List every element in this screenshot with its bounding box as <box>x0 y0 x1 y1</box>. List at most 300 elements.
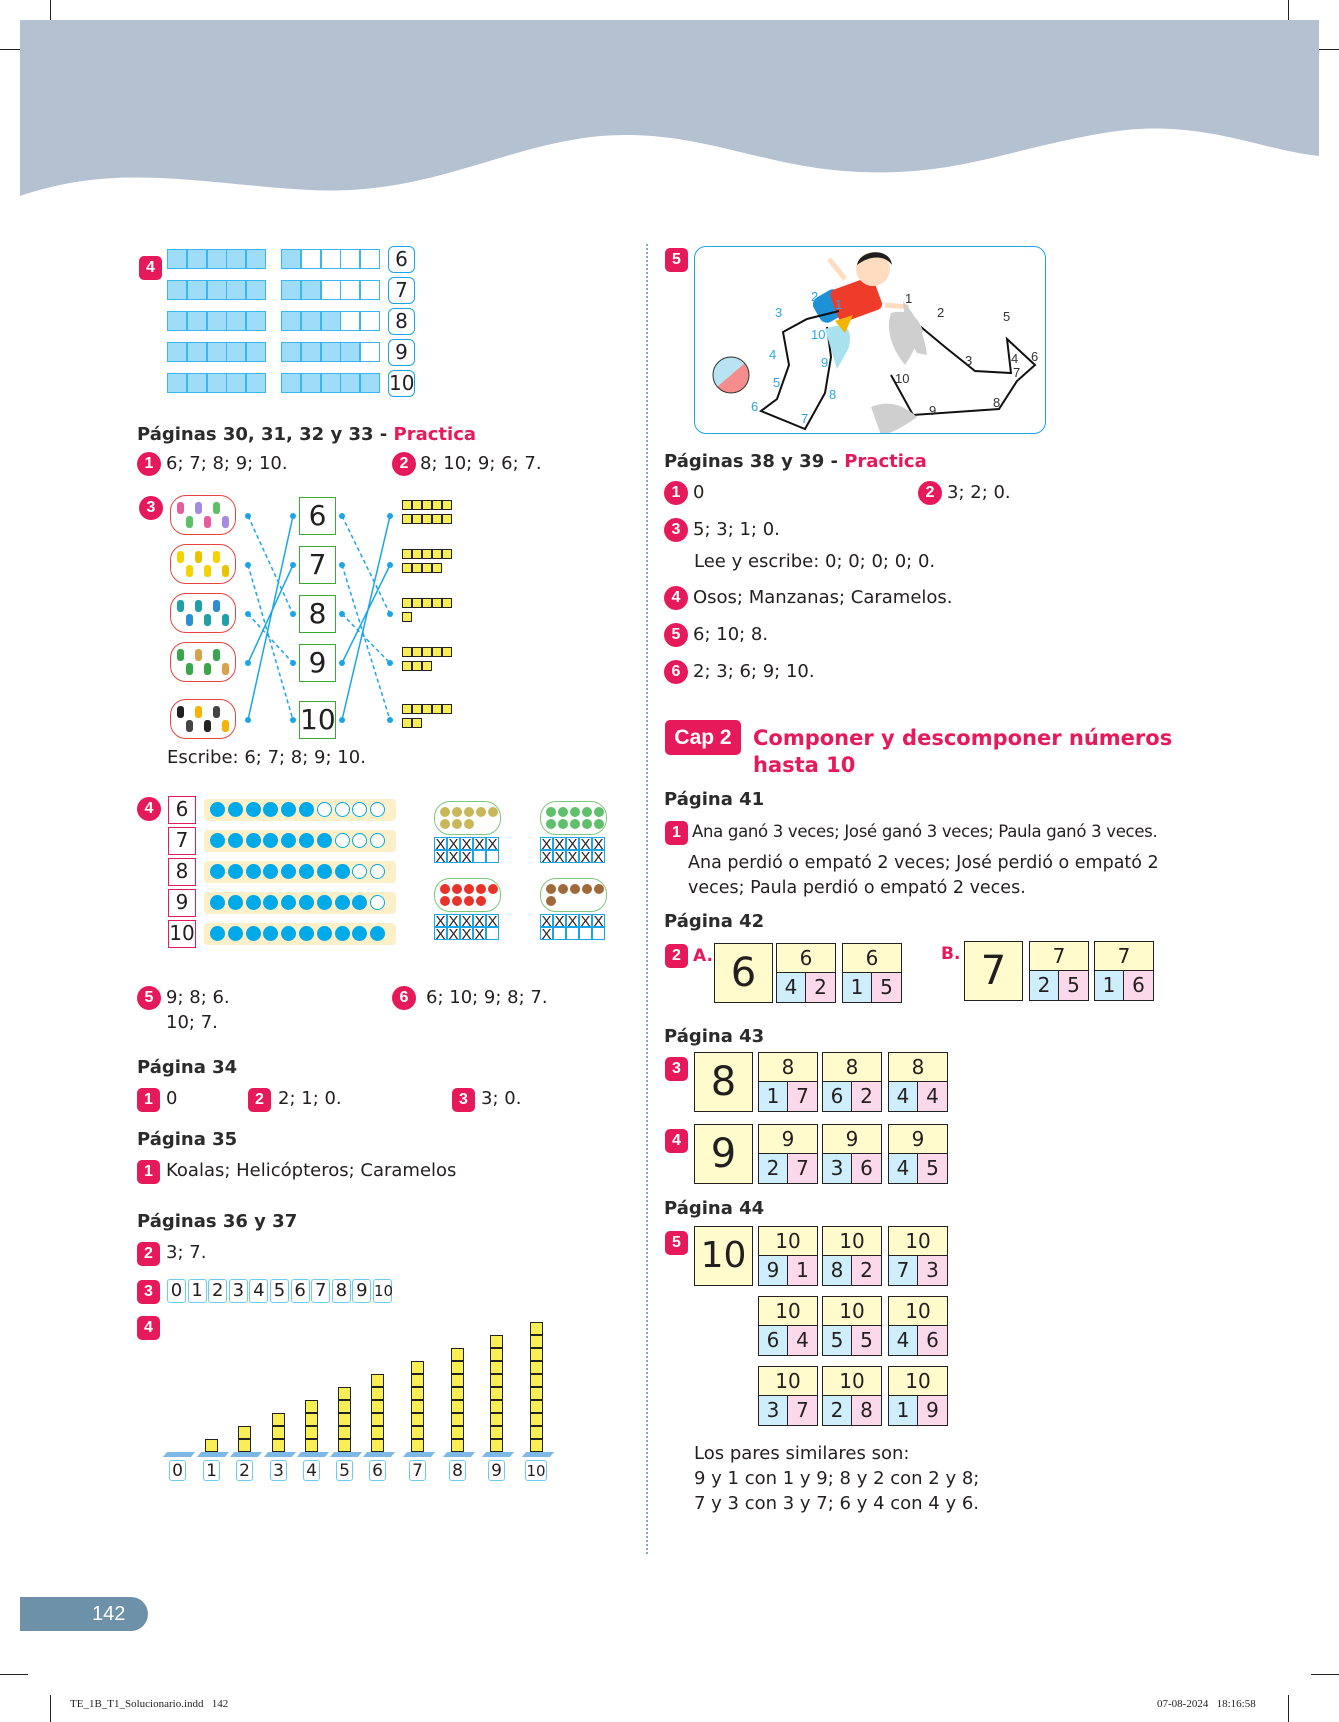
counter-dot <box>228 833 243 848</box>
tower-cube <box>305 1400 318 1413</box>
tower-cube <box>490 1361 503 1374</box>
counter-dot <box>246 833 261 848</box>
number-box: 8 <box>388 308 415 335</box>
tower-cube <box>490 1400 503 1413</box>
picture-item-icon <box>204 663 211 675</box>
bond-part: 4 <box>889 1154 918 1183</box>
item-badge: 1 <box>664 481 688 505</box>
match-dot <box>339 660 345 666</box>
counter-dot <box>335 926 350 941</box>
match-dot <box>245 562 251 568</box>
axis-label: 0 <box>169 1460 186 1481</box>
tally-cell: X <box>474 836 485 853</box>
number-bond-card <box>888 1052 948 1112</box>
picture-item-icon <box>452 884 462 894</box>
block-cube <box>432 563 442 573</box>
tower-cube <box>490 1335 503 1348</box>
number-box: 0 <box>167 1279 186 1303</box>
matching-line <box>342 516 390 720</box>
answer-text: 3; 7. <box>166 1242 207 1263</box>
bond-part: 7 <box>788 1396 817 1425</box>
number-bond-card <box>776 943 836 1003</box>
picture-item-icon <box>594 807 604 817</box>
number-bond-card <box>822 1052 882 1112</box>
number-bond-card <box>1094 941 1154 1001</box>
tally-cell: X <box>487 836 498 853</box>
answer-text: 3; 2; 0. <box>947 482 1011 503</box>
number-bond-card <box>842 943 902 1003</box>
bond-part: 6 <box>852 1154 881 1183</box>
dot-number: 3 <box>965 353 973 368</box>
item-badge: 2 <box>665 944 688 968</box>
dot-number: 8 <box>829 387 837 402</box>
tower-cube <box>530 1413 543 1426</box>
dot-number: 10 <box>895 371 910 386</box>
block-cube <box>412 563 422 573</box>
tower-cube <box>272 1426 285 1439</box>
tower-base <box>363 1452 395 1457</box>
matching-line <box>342 565 390 663</box>
answer-text: 3; 0. <box>481 1088 522 1109</box>
match-dot <box>387 717 393 723</box>
number-box: 7 <box>388 277 415 304</box>
tower-cube <box>490 1374 503 1387</box>
tally-cell: X <box>487 913 498 930</box>
tally-cell: X <box>461 913 472 930</box>
bond-total: 6 <box>843 944 901 973</box>
item-badge: 6 <box>664 660 688 684</box>
whole-number-box: 6 <box>714 943 773 1003</box>
block-cube <box>402 718 412 728</box>
item-badge: 4 <box>137 1316 160 1340</box>
number-bond-card <box>758 1052 818 1112</box>
tally-cell <box>592 927 605 940</box>
chapter-title: Componer y descomponer números <box>753 726 1173 750</box>
picture-item-icon <box>452 807 462 817</box>
tally-cell: X <box>541 926 552 943</box>
bond-total: 9 <box>889 1125 947 1154</box>
picture-item-icon <box>222 663 229 675</box>
picture-item-icon <box>195 600 202 612</box>
tally-cell: X <box>541 836 552 853</box>
dot-number: 2 <box>811 289 819 304</box>
footer-file-name: TE_1B_T1_Solucionario.indd 142 <box>70 1698 229 1710</box>
match-dot <box>290 513 296 519</box>
axis-label: 1 <box>203 1460 220 1481</box>
axis-label: 4 <box>303 1460 320 1481</box>
tower-cube <box>238 1439 251 1452</box>
tally-cell: X <box>435 836 446 853</box>
counter-dot <box>317 864 332 879</box>
section-heading: Página 42 <box>664 911 765 932</box>
number-box: 9 <box>299 644 336 682</box>
counter-dot <box>335 833 350 848</box>
tower-cube <box>451 1387 464 1400</box>
picture-item-icon <box>213 551 220 563</box>
block-cube <box>432 500 442 510</box>
picture-item-icon <box>570 884 580 894</box>
tower-cube <box>305 1426 318 1439</box>
item-badge: 3 <box>664 518 688 542</box>
item-badge: 3 <box>665 1057 688 1081</box>
match-dot <box>290 717 296 723</box>
tower-cube <box>411 1439 424 1452</box>
counter-dot <box>228 864 243 879</box>
answer-text: 10; 7. <box>166 1012 218 1033</box>
dot-number: 1 <box>835 297 843 312</box>
picture-item-icon <box>488 884 498 894</box>
match-dot <box>245 660 251 666</box>
bond-part: 2 <box>852 1082 881 1111</box>
bond-part: 1 <box>889 1396 918 1425</box>
bond-total: 10 <box>759 1297 817 1326</box>
block-cube <box>432 647 442 657</box>
block-cube <box>412 514 422 524</box>
counter-dot <box>317 926 332 941</box>
tally-cell: X <box>448 836 459 853</box>
bond-part: 5 <box>918 1154 947 1183</box>
block-cube <box>412 661 422 671</box>
axis-label: 8 <box>449 1460 466 1481</box>
item-badge: 5 <box>664 623 688 647</box>
number-box: 10 <box>299 701 336 739</box>
picture-group <box>540 878 607 912</box>
dot-number: 4 <box>769 347 777 362</box>
bond-part: 5 <box>1059 971 1088 1000</box>
bond-part: 2 <box>806 973 835 1002</box>
number-box: 9 <box>388 339 415 366</box>
tower-base <box>482 1452 514 1457</box>
picture-group <box>170 642 236 682</box>
answer-text: Escribe: 6; 7; 8; 9; 10. <box>167 747 366 768</box>
bond-total: 10 <box>889 1297 947 1326</box>
dot-number: 6 <box>751 399 759 414</box>
block-cube <box>402 549 412 559</box>
tally-cell: X <box>554 913 565 930</box>
item-badge: 1 <box>137 452 161 476</box>
heading-tag: Practica <box>844 451 927 472</box>
section-heading: Página 43 <box>664 1026 765 1047</box>
block-cube <box>412 704 422 714</box>
tower-cube <box>371 1374 384 1387</box>
bond-part: 9 <box>759 1256 788 1285</box>
tower-base <box>403 1452 435 1457</box>
block-cube <box>402 647 412 657</box>
picture-item-icon <box>177 551 184 563</box>
counter-dot <box>299 833 314 848</box>
answer-text: Koalas; Helicópteros; Caramelos <box>166 1160 457 1181</box>
block-cube <box>422 500 432 510</box>
bond-part: 6 <box>759 1326 788 1355</box>
axis-label: 7 <box>409 1460 426 1481</box>
item-badge: 1 <box>137 1160 160 1184</box>
dot-number: 8 <box>993 395 1001 410</box>
counter-dot <box>210 833 225 848</box>
tower-cube <box>490 1348 503 1361</box>
block-cube <box>442 598 452 608</box>
tower-cube <box>490 1413 503 1426</box>
section-heading: Página 35 <box>137 1129 238 1150</box>
tower-cube <box>490 1387 503 1400</box>
axis-label: 3 <box>270 1460 287 1481</box>
item-badge: 3 <box>452 1088 475 1112</box>
number-box: 1 <box>188 1279 207 1303</box>
bond-part: 6 <box>918 1326 947 1355</box>
block-cube <box>412 647 422 657</box>
bond-part: 7 <box>788 1082 817 1111</box>
match-dot <box>387 562 393 568</box>
picture-item-icon <box>195 649 202 661</box>
tower-base <box>522 1452 554 1457</box>
picture-item-icon <box>558 884 568 894</box>
counter-dot <box>317 833 332 848</box>
number-bond-card <box>888 1226 948 1286</box>
section-heading: Páginas 36 y 37 <box>137 1211 298 1232</box>
item-badge: 4 <box>137 797 161 821</box>
tally-cell: X <box>567 913 578 930</box>
picture-item-icon <box>177 502 184 514</box>
dot-to-dot-drawing <box>695 247 1046 434</box>
tower-cube <box>338 1439 351 1452</box>
item-badge: 1 <box>665 821 688 845</box>
block-cube <box>412 549 422 559</box>
bond-part: 1 <box>843 973 872 1002</box>
bond-total: 8 <box>759 1053 817 1082</box>
number-box: 3 <box>229 1279 248 1303</box>
match-dot <box>339 611 345 617</box>
block-cube <box>402 661 412 671</box>
picture-item-icon <box>594 884 604 894</box>
tally-cell: X <box>567 849 578 866</box>
tower-base <box>264 1452 296 1457</box>
dot-number: 6 <box>1031 349 1039 364</box>
answer-text: Ana perdió o empató 2 veces; José perdió o empató 2 <box>688 853 1159 873</box>
whole-number-box: 8 <box>694 1052 753 1112</box>
answer-text: 6; 10; 8. <box>693 624 769 645</box>
number-bond-card <box>888 1124 948 1184</box>
counter-dot <box>210 864 225 879</box>
tally-cell: X <box>461 926 472 943</box>
picture-group <box>170 495 236 535</box>
block-cube <box>412 718 422 728</box>
tally-cell: X <box>448 926 459 943</box>
bond-total: 10 <box>759 1367 817 1396</box>
crop-mark <box>1311 1674 1339 1675</box>
picture-item-icon <box>476 807 486 817</box>
picture-item-icon <box>195 706 202 718</box>
number-bond-card <box>888 1296 948 1356</box>
match-dot <box>245 717 251 723</box>
picture-item-icon <box>177 706 184 718</box>
dot-number: 2 <box>937 305 945 320</box>
item-badge: 3 <box>137 1280 160 1304</box>
block-cube <box>442 549 452 559</box>
number-bond-card <box>1029 941 1089 1001</box>
item-badge: 5 <box>137 986 161 1010</box>
bond-total: 7 <box>1030 942 1088 971</box>
axis-label: 9 <box>488 1460 505 1481</box>
bond-total: 10 <box>889 1367 947 1396</box>
tower-cube <box>272 1439 285 1452</box>
counter-dot <box>228 926 243 941</box>
picture-item-icon <box>464 807 474 817</box>
answer-text: 9; 8; 6. <box>166 987 230 1008</box>
answer-text: veces; Paula perdió o empató 2 veces. <box>688 878 1026 898</box>
picture-item-icon <box>222 614 229 626</box>
block-cube <box>412 598 422 608</box>
block-cube <box>412 500 422 510</box>
tally-cell: X <box>554 836 565 853</box>
page-number: 142 <box>92 1603 126 1625</box>
tower-cube <box>451 1374 464 1387</box>
whole-number-box: 7 <box>964 941 1023 1001</box>
block-cube <box>432 598 442 608</box>
match-dot <box>339 513 345 519</box>
block-cube <box>402 514 412 524</box>
answer-text: 0 <box>693 482 705 503</box>
counter-dot <box>317 895 332 910</box>
picture-item-icon <box>204 516 211 528</box>
bond-total: 9 <box>759 1125 817 1154</box>
bond-part: 4 <box>889 1082 918 1111</box>
picture-item-icon <box>440 807 450 817</box>
axis-label: 6 <box>369 1460 386 1481</box>
tower-cube <box>305 1439 318 1452</box>
picture-item-icon <box>546 807 556 817</box>
tower-base <box>297 1452 329 1457</box>
answer-text: 6; 10; 9; 8; 7. <box>426 987 548 1008</box>
picture-item-icon <box>570 819 580 829</box>
tally-cell: X <box>435 926 446 943</box>
number-box: 5 <box>270 1279 289 1303</box>
bond-total: 10 <box>823 1367 881 1396</box>
number-box: 8 <box>332 1279 351 1303</box>
match-dot <box>339 717 345 723</box>
tower-base <box>230 1452 262 1457</box>
counter-dot <box>299 864 314 879</box>
counter-dot <box>246 802 261 817</box>
item-badge: 4 <box>139 256 162 280</box>
number-bond-card <box>822 1226 882 1286</box>
picture-item-icon <box>582 807 592 817</box>
block-cube <box>432 514 442 524</box>
counter-dot <box>335 864 350 879</box>
answer-text: Lee y escribe: 0; 0; 0; 0; 0. <box>694 551 936 572</box>
number-box: 7 <box>168 827 196 855</box>
counter-dot <box>299 895 314 910</box>
bond-part: 8 <box>823 1256 852 1285</box>
tally-cell: X <box>567 836 578 853</box>
tower-base <box>197 1452 229 1457</box>
block-cube <box>442 500 452 510</box>
tower-cube <box>530 1361 543 1374</box>
tally-cell: X <box>461 849 472 866</box>
matching-line <box>248 516 293 720</box>
bond-part: 3 <box>759 1396 788 1425</box>
number-box: 10 <box>389 371 415 395</box>
picture-item-icon <box>204 614 211 626</box>
counter-dot <box>228 802 243 817</box>
number-bond-card <box>888 1366 948 1426</box>
picture-item-icon <box>452 896 462 906</box>
answer-text: 2; 3; 6; 9; 10. <box>693 661 815 682</box>
item-badge: 6 <box>392 986 416 1010</box>
bond-part: 5 <box>872 973 901 1002</box>
block-cube <box>442 514 452 524</box>
tower-cube <box>411 1361 424 1374</box>
block-cube <box>422 647 432 657</box>
bond-part: 9 <box>918 1396 947 1425</box>
dot-number: 5 <box>773 375 781 390</box>
tower-cube <box>338 1426 351 1439</box>
tower-cube <box>238 1426 251 1439</box>
tally-cell: X <box>580 849 591 866</box>
block-cube <box>442 647 452 657</box>
bond-total: 8 <box>889 1053 947 1082</box>
tower-cube <box>530 1374 543 1387</box>
tower-cube <box>338 1400 351 1413</box>
picture-item-icon <box>204 720 211 732</box>
item-badge: 1 <box>137 1088 160 1112</box>
chapter-badge: Cap 2 <box>665 720 741 755</box>
picture-group <box>434 878 501 912</box>
bond-part: 1 <box>759 1082 788 1111</box>
tower-cube <box>530 1335 543 1348</box>
bond-part: 4 <box>889 1326 918 1355</box>
match-dot <box>339 562 345 568</box>
matching-line <box>248 565 293 663</box>
counter-dot <box>210 926 225 941</box>
picture-item-icon <box>222 720 229 732</box>
tower-cube <box>451 1361 464 1374</box>
bond-total: 7 <box>1095 942 1153 971</box>
answer-text: 7 y 3 con 3 y 7; 6 y 4 con 4 y 6. <box>694 1493 980 1514</box>
bond-part: 6 <box>823 1082 852 1111</box>
whole-number-box: 10 <box>694 1226 753 1286</box>
bond-total: 10 <box>889 1227 947 1256</box>
dot-number: 3 <box>775 305 783 320</box>
picture-item-icon <box>177 649 184 661</box>
match-dot <box>245 513 251 519</box>
bond-total: 9 <box>823 1125 881 1154</box>
tally-cell: X <box>448 849 459 866</box>
heading-text: Páginas 30, 31, 32 y 33 - <box>137 424 388 445</box>
picture-item-icon <box>464 896 474 906</box>
picture-item-icon <box>546 884 556 894</box>
tower-base <box>443 1452 475 1457</box>
answer-text: Ana ganó 3 veces; José ganó 3 veces; Paula ganó 3 veces. <box>692 822 1158 841</box>
item-badge: 2 <box>392 452 416 476</box>
number-box: 2 <box>208 1279 227 1303</box>
tower-cube <box>338 1413 351 1426</box>
chapter-title: hasta 10 <box>753 753 856 777</box>
block-cube <box>422 549 432 559</box>
picture-item-icon <box>195 502 202 514</box>
tally-cell: X <box>593 913 604 930</box>
tally-cell: X <box>554 849 565 866</box>
tower-cube <box>530 1439 543 1452</box>
block-cube <box>402 500 412 510</box>
counter-dot <box>210 802 225 817</box>
picture-group <box>540 801 607 835</box>
counter-dot <box>246 926 261 941</box>
answer-text: 8; 10; 9; 6; 7. <box>420 453 542 474</box>
section-heading <box>664 450 927 474</box>
counter-dot <box>335 802 350 817</box>
item-badge: 3 <box>139 496 163 520</box>
matching-line <box>248 565 293 720</box>
picture-item-icon <box>222 565 229 577</box>
